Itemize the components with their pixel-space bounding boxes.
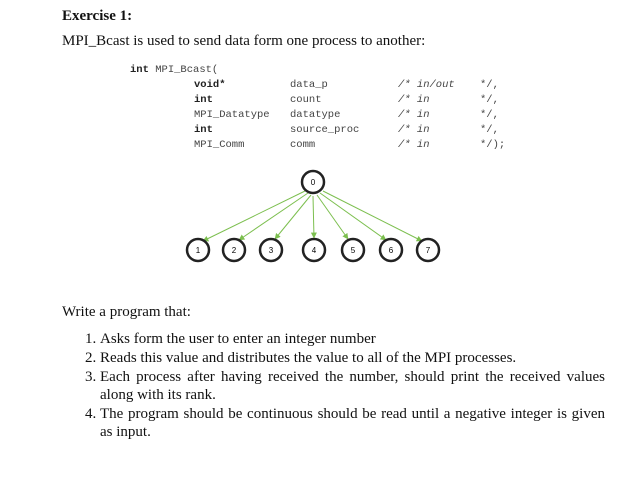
step-item: 1. Asks form the user to enter an integer number — [100, 330, 605, 348]
param-name: source_proc — [290, 124, 360, 136]
param-comment-end: */, — [480, 109, 499, 121]
arrow-0-to-3 — [275, 195, 311, 239]
param-name: datatype — [290, 109, 341, 121]
arrow-0-to-2 — [239, 193, 308, 240]
process-node — [342, 239, 364, 261]
return-type: int — [130, 64, 149, 76]
step-item: 3. Each process after having received the number, should print the received values along with its rank. — [100, 368, 605, 404]
arrow-layer — [203, 191, 422, 241]
arrow-0-to-6 — [320, 193, 386, 240]
process-node — [187, 239, 209, 261]
param-comment: /* in — [398, 94, 430, 106]
param-comment-end: */, — [480, 79, 499, 91]
param-comment: /* in/out — [398, 79, 455, 91]
process-node — [223, 239, 245, 261]
param-type: int — [194, 94, 213, 106]
param-type: void* — [194, 79, 226, 91]
task-intro: Write a program that: — [62, 304, 191, 320]
param-name: data_p — [290, 79, 328, 91]
process-node-label: 6 — [388, 246, 394, 255]
process-node — [260, 239, 282, 261]
process-node-label: 4 — [311, 246, 317, 255]
process-node-label: 1 — [195, 246, 201, 255]
root-node-label: 0 — [310, 178, 316, 187]
param-type: int — [194, 124, 213, 136]
param-type: MPI_Datatype — [194, 109, 270, 121]
process-node-label: 7 — [425, 246, 431, 255]
process-node — [303, 239, 325, 261]
param-name: comm — [290, 139, 316, 151]
intro-text: MPI_Bcast is used to send data form one process to another: — [62, 33, 426, 49]
step-item: 2. Reads this value and distributes the value to all of the MPI processes. — [100, 349, 605, 367]
arrow-0-to-4 — [313, 196, 314, 238]
steps-list — [62, 330, 605, 442]
step-item: 4. The program should be continuous should be read until a negative integer is given as input. — [100, 405, 605, 441]
arrow-0-to-1 — [203, 191, 305, 241]
param-name: count — [290, 94, 322, 106]
arrow-0-to-7 — [323, 191, 422, 241]
param-type: MPI_Comm — [194, 139, 245, 151]
process-node-label: 5 — [350, 246, 356, 255]
root-node — [302, 171, 324, 193]
function-name: MPI_Bcast( — [155, 64, 219, 76]
process-node — [417, 239, 439, 261]
param-comment-end: */); — [480, 139, 506, 151]
process-node-label: 2 — [231, 246, 237, 255]
param-comment: /* in — [398, 124, 430, 136]
process-node — [380, 239, 402, 261]
param-comment-end: */, — [480, 94, 499, 106]
param-comment-end: */, — [480, 124, 499, 136]
param-comment: /* in — [398, 109, 430, 121]
param-comment: /* in — [398, 139, 430, 151]
process-node-label: 3 — [268, 246, 274, 255]
exercise-heading: Exercise 1: — [62, 8, 133, 24]
